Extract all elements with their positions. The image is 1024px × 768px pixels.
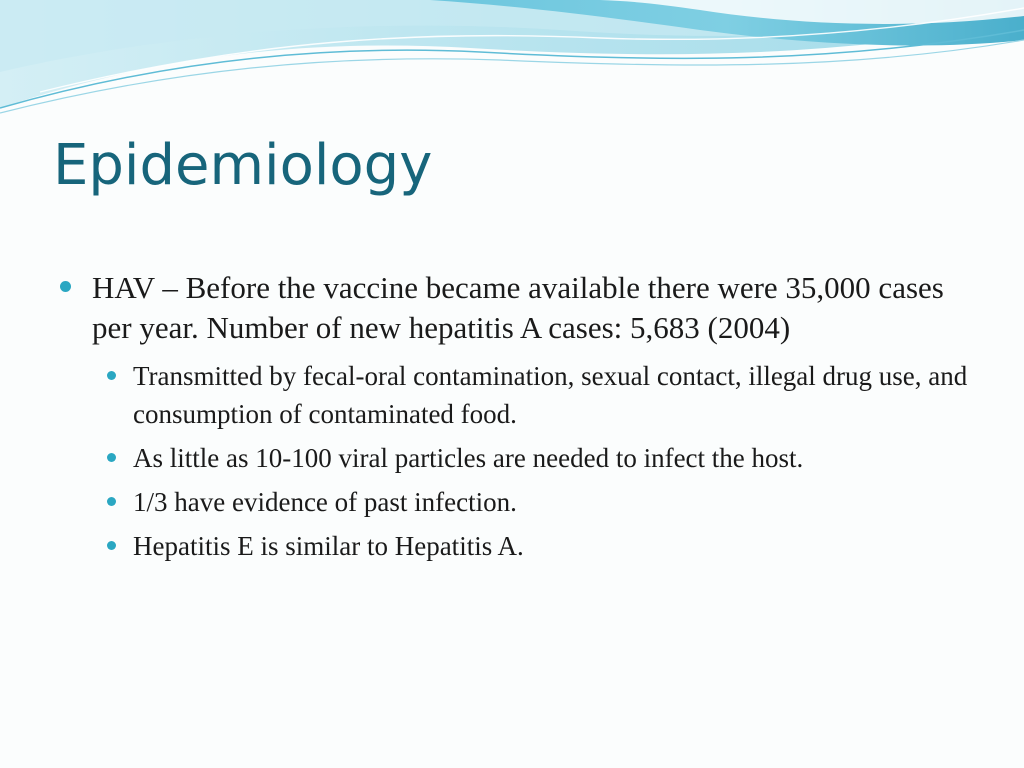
bullet-icon	[107, 371, 116, 380]
bullet-icon	[107, 541, 116, 550]
sub-bullet-list	[107, 357, 980, 565]
bullet-text: HAV – Before the vaccine became available there were 35,000 cases per year. Number of new hepatitis A cases: 5,683 (2004)	[92, 270, 944, 345]
sub-bullet-text: As little as 10-100 viral particles are needed to infect the host.	[133, 443, 804, 473]
sub-bullet-item	[107, 527, 980, 565]
sub-bullet-item	[107, 439, 980, 477]
slide-body	[60, 268, 980, 571]
sub-bullet-text: 1/3 have evidence of past infection.	[133, 487, 517, 517]
sub-bullet-item	[107, 483, 980, 521]
bullet-icon	[107, 453, 116, 462]
bullet-icon	[107, 497, 116, 506]
sub-bullet-item	[107, 357, 980, 433]
bullet-icon	[60, 281, 71, 292]
bullet-item	[60, 268, 980, 348]
sub-bullet-text: Hepatitis E is similar to Hepatitis A.	[133, 531, 524, 561]
sub-bullet-text: Transmitted by fecal-oral contamination, sexual contact, illegal drug use, and consumption of contaminated food.	[133, 361, 968, 429]
slide-title: Epidemiology	[53, 133, 433, 198]
wave-header-decoration	[0, 0, 1024, 130]
